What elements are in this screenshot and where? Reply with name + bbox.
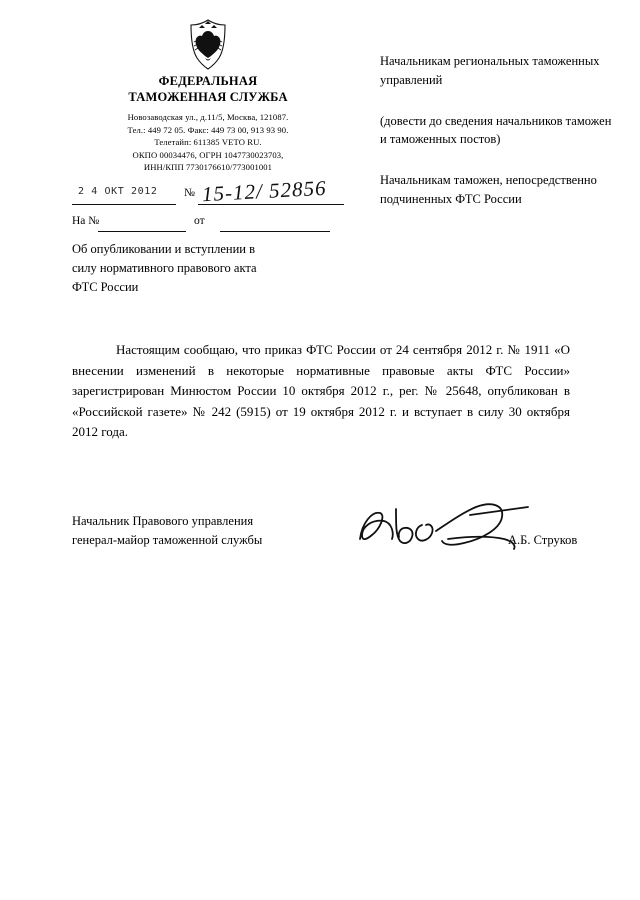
subject-line-1: Об опубликовании и вступлении в (72, 242, 255, 256)
russian-coat-of-arms-icon (185, 18, 231, 70)
signer-title (72, 512, 332, 551)
addressee-block (380, 52, 620, 225)
reply-reference-row (72, 214, 342, 234)
on-number-rule (98, 231, 186, 232)
teletype-line: Телетайп: 611385 VETO RU. (154, 137, 262, 148)
number-sign: № (184, 187, 195, 199)
letterhead-contacts (68, 111, 348, 173)
okpo-line: ОКПО 00034476, ОГРН 1047730023703, (132, 149, 284, 160)
date-stamp: 2 4 ОКТ 2012 (78, 186, 158, 197)
from-date-rule (220, 231, 330, 232)
signature-mark-icon (352, 495, 542, 563)
document-reference-block (72, 175, 342, 234)
addressee-line-1: Начальникам региональных таможенных управлений (380, 54, 600, 87)
org-line-2: ТАМОЖЕННАЯ СЛУЖБА (128, 89, 288, 104)
handwritten-document-number: 15-12/ 52856 (201, 175, 328, 207)
body-text: Настоящим сообщаю, что приказ ФТС России от 24 сентября 2012 г. № 1911 «О внесении изменений в некоторые нормативные правовые акты ФТС России» зарегистрирован Минюстом России 10 октября 2012 г., рег. № 25648, опубликован в «Российской газете» № 242 (5915) от 19 октября 2012 г. и вступает в силу 30 октября 2012 года. (72, 342, 570, 440)
organization-name (68, 74, 348, 105)
addressee-line-2: (довести до сведения начальников таможен и таможенных постов) (380, 113, 612, 147)
phone-line: Тел.: 449 72 05. Факс: 449 73 00, 913 93 90. (127, 124, 289, 135)
signer-name: А.Б. Струков (508, 533, 578, 547)
number-rule (198, 204, 344, 205)
from-label: от (194, 215, 205, 227)
letterhead (68, 18, 348, 174)
signer-title-line-1: Начальник Правового управления (72, 514, 254, 528)
address-line: Новозаводская ул., д.11/5, Москва, 121087. (127, 112, 289, 123)
date-number-row (72, 175, 342, 207)
subject-block (72, 240, 322, 296)
inn-kpp-line: ИНН/КПП 7730176610/773001001 (143, 162, 273, 173)
subject-line-2: силу нормативного правового акта (72, 260, 257, 275)
date-rule (72, 204, 176, 205)
on-number-label: На № (72, 215, 100, 227)
org-line-1: ФЕДЕРАЛЬНАЯ (158, 74, 258, 88)
signer-title-line-2: генерал-майор таможенной службы (72, 533, 263, 548)
subject-line-3: ФТС России (72, 279, 139, 294)
addressee-line-3: Начальникам таможен, непосредственно подчиненных ФТС России (380, 173, 597, 206)
